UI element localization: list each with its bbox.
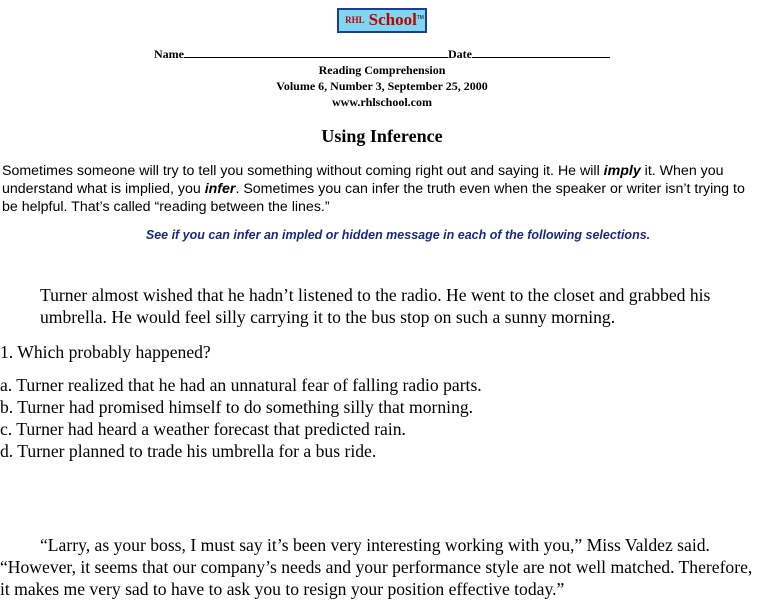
intro-paragraph	[2, 162, 764, 216]
worksheet-header	[0, 46, 764, 110]
name-label: Name	[154, 47, 184, 61]
passage-2-text: “Larry, as your boss, I must say it’s been very interesting working with you,” Miss Valdez said. “However, it seems that our company’s needs and your performance style are not well matched. Therefore, it makes me very sad to have to ask you to resign your position effective today.”	[0, 535, 753, 599]
option-c: c. Turner had heard a weather forecast that predicted rain.	[0, 419, 406, 439]
date-blank-line	[472, 46, 610, 58]
option-a: a. Turner realized that he had an unnatural fear of falling radio parts.	[0, 375, 482, 395]
issue-line: Volume 6, Number 3, September 25, 2000	[276, 79, 488, 93]
logo-name: School	[368, 10, 417, 29]
logo-container	[0, 8, 764, 33]
name-blank-line	[184, 46, 448, 58]
term-imply: imply	[603, 163, 641, 179]
rhl-school-logo	[337, 8, 427, 33]
option-d: d. Turner planned to trade his umbrella for a bus ride.	[0, 441, 377, 461]
instruction-text: See if you can infer an impled or hidden message in each of the following selections.	[145, 228, 651, 242]
date-label: Date	[448, 47, 472, 61]
intro-text-1: Sometimes someone will try to tell you something without coming right out and saying it. He will	[2, 163, 604, 179]
website-line: www.rhlschool.com	[332, 95, 432, 109]
page-title: Using Inference	[321, 126, 443, 146]
name-date-row	[0, 46, 764, 62]
intro-text-2: it. When you understand what is implied, you	[2, 163, 724, 197]
passage-1-text: Turner almost wished that he hadn’t listened to the radio. He went to the closet and grabbed his umbrella. He would feel silly carrying it to the bus stop on such a sunny morning.	[40, 285, 711, 327]
intro-text-3: . Sometimes you can infer the truth even when the speaker or writer isn’t trying to be helpful. That’s called “reading between the lines.”	[2, 181, 745, 215]
option-b: b. Turner had promised himself to do something silly that morning.	[0, 397, 474, 417]
question-1-options	[0, 374, 482, 462]
subject-line: Reading Comprehension	[318, 63, 446, 77]
question-1: 1. Which probably happened?	[0, 342, 211, 362]
term-infer: infer	[204, 181, 236, 197]
logo-trademark: TM	[416, 15, 424, 21]
logo-prefix: RHL	[345, 15, 365, 25]
